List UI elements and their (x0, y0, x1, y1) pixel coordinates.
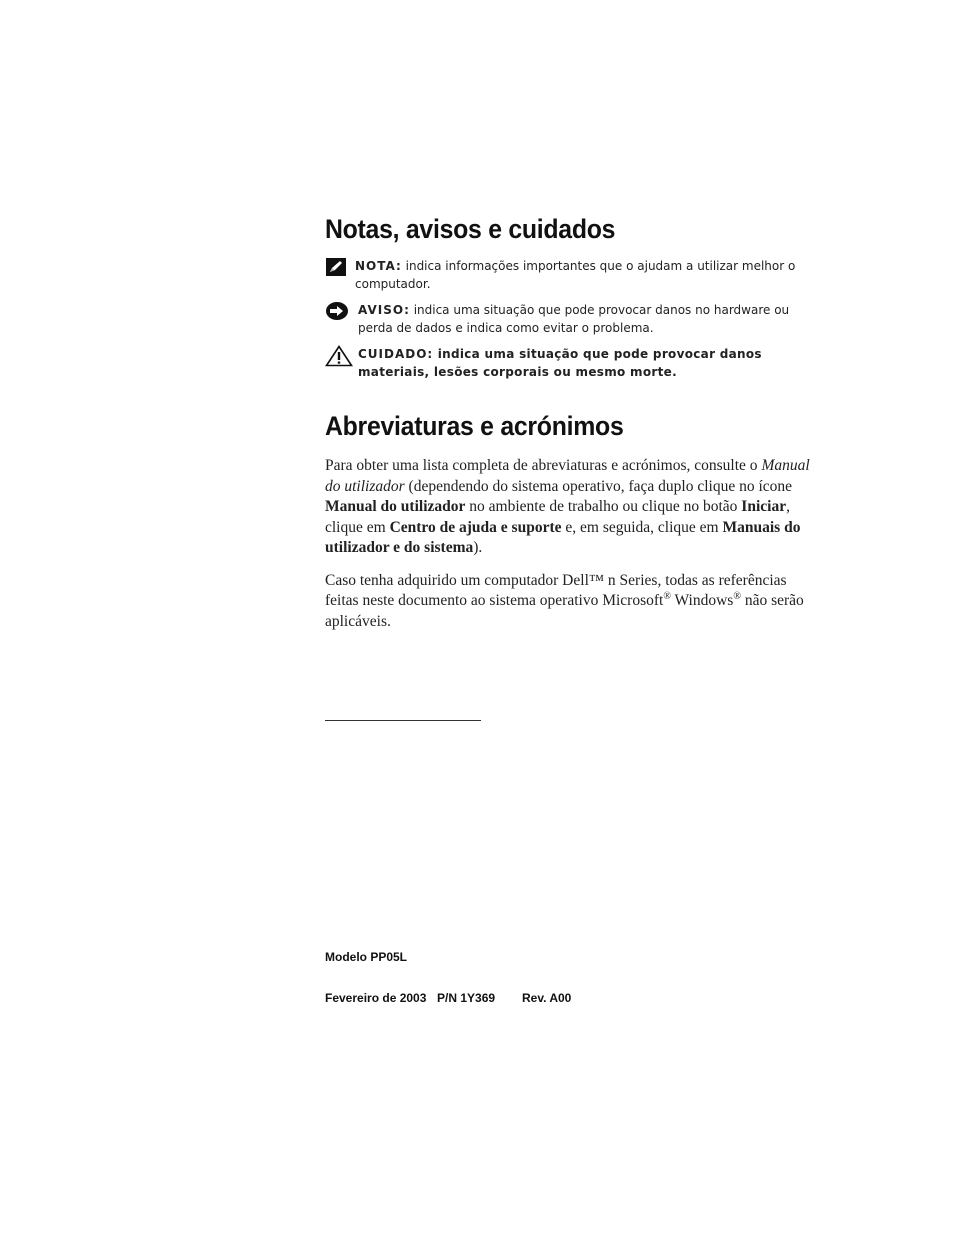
p1-text-6: ). (473, 539, 483, 556)
section-title-notes: Notas, avisos e cuidados (325, 214, 616, 244)
caution-text: indica uma situação que pode provocar danos materiais, lesões corporais ou mesmo morte. (358, 347, 762, 379)
p2-text-1: Caso tenha adquirido um computador Dell™ n Series, todas as referências feitas neste documento ao sistema operativo Microsoft (325, 571, 787, 609)
manual-icon-name: Manual do utilizador (325, 498, 466, 515)
part-number: P/N 1Y369 (437, 991, 496, 1005)
page-content (325, 214, 815, 644)
note-text: indica informações importantes que o ajudam a utilizar melhor o computador. (355, 259, 796, 291)
abbreviations-paragraph (325, 456, 815, 559)
p1-text-3: no ambiente de trabalho ou clique no botão (465, 498, 742, 515)
p1-text-5: e, em seguida, clique em (561, 518, 723, 536)
footnote-divider (325, 720, 481, 721)
model-number (325, 950, 407, 964)
notice-block (325, 301, 815, 337)
note-block (325, 257, 815, 293)
section-title-abbreviations: Abreviaturas e acrónimos (325, 411, 624, 441)
start-button-name: Iniciar (741, 498, 787, 515)
note-pencil-icon (325, 257, 347, 277)
caution-block (325, 345, 815, 381)
notice-arrow-icon (325, 301, 349, 321)
p2-text-2: Windows (670, 592, 734, 609)
p1-text-2: (dependendo do sistema operativo, faça duplo clique no ícone (404, 477, 793, 495)
registered-mark: ® (733, 590, 741, 602)
manual-reference-italic: Manual do utilizador (325, 457, 810, 495)
publication-date: Fevereiro de 2003 (325, 991, 427, 1005)
note-label: NOTA: (355, 259, 402, 273)
n-series-paragraph (325, 571, 815, 633)
p1-text-1: Para obter uma lista completa de abreviaturas e acrónimos, consulte o (325, 457, 762, 474)
p1-text-4: , clique em (325, 498, 790, 536)
caution-label: CUIDADO: (358, 347, 434, 361)
manuals-name: Manuais do utilizador e do sistema (325, 518, 801, 556)
caution-triangle-icon (325, 345, 353, 367)
revision: Rev. A00 (522, 991, 572, 1005)
notice-label: AVISO: (358, 303, 410, 317)
registered-mark: ® (663, 590, 671, 602)
model-text: Modelo PP05L (325, 950, 408, 964)
p2-text-3: não serão aplicáveis. (325, 592, 804, 630)
publication-info (325, 991, 571, 1005)
help-center-name: Centro de ajuda e suporte (389, 518, 562, 536)
notice-text: indica uma situação que pode provocar danos no hardware ou perda de dados e indica como evitar o problema. (358, 303, 790, 335)
